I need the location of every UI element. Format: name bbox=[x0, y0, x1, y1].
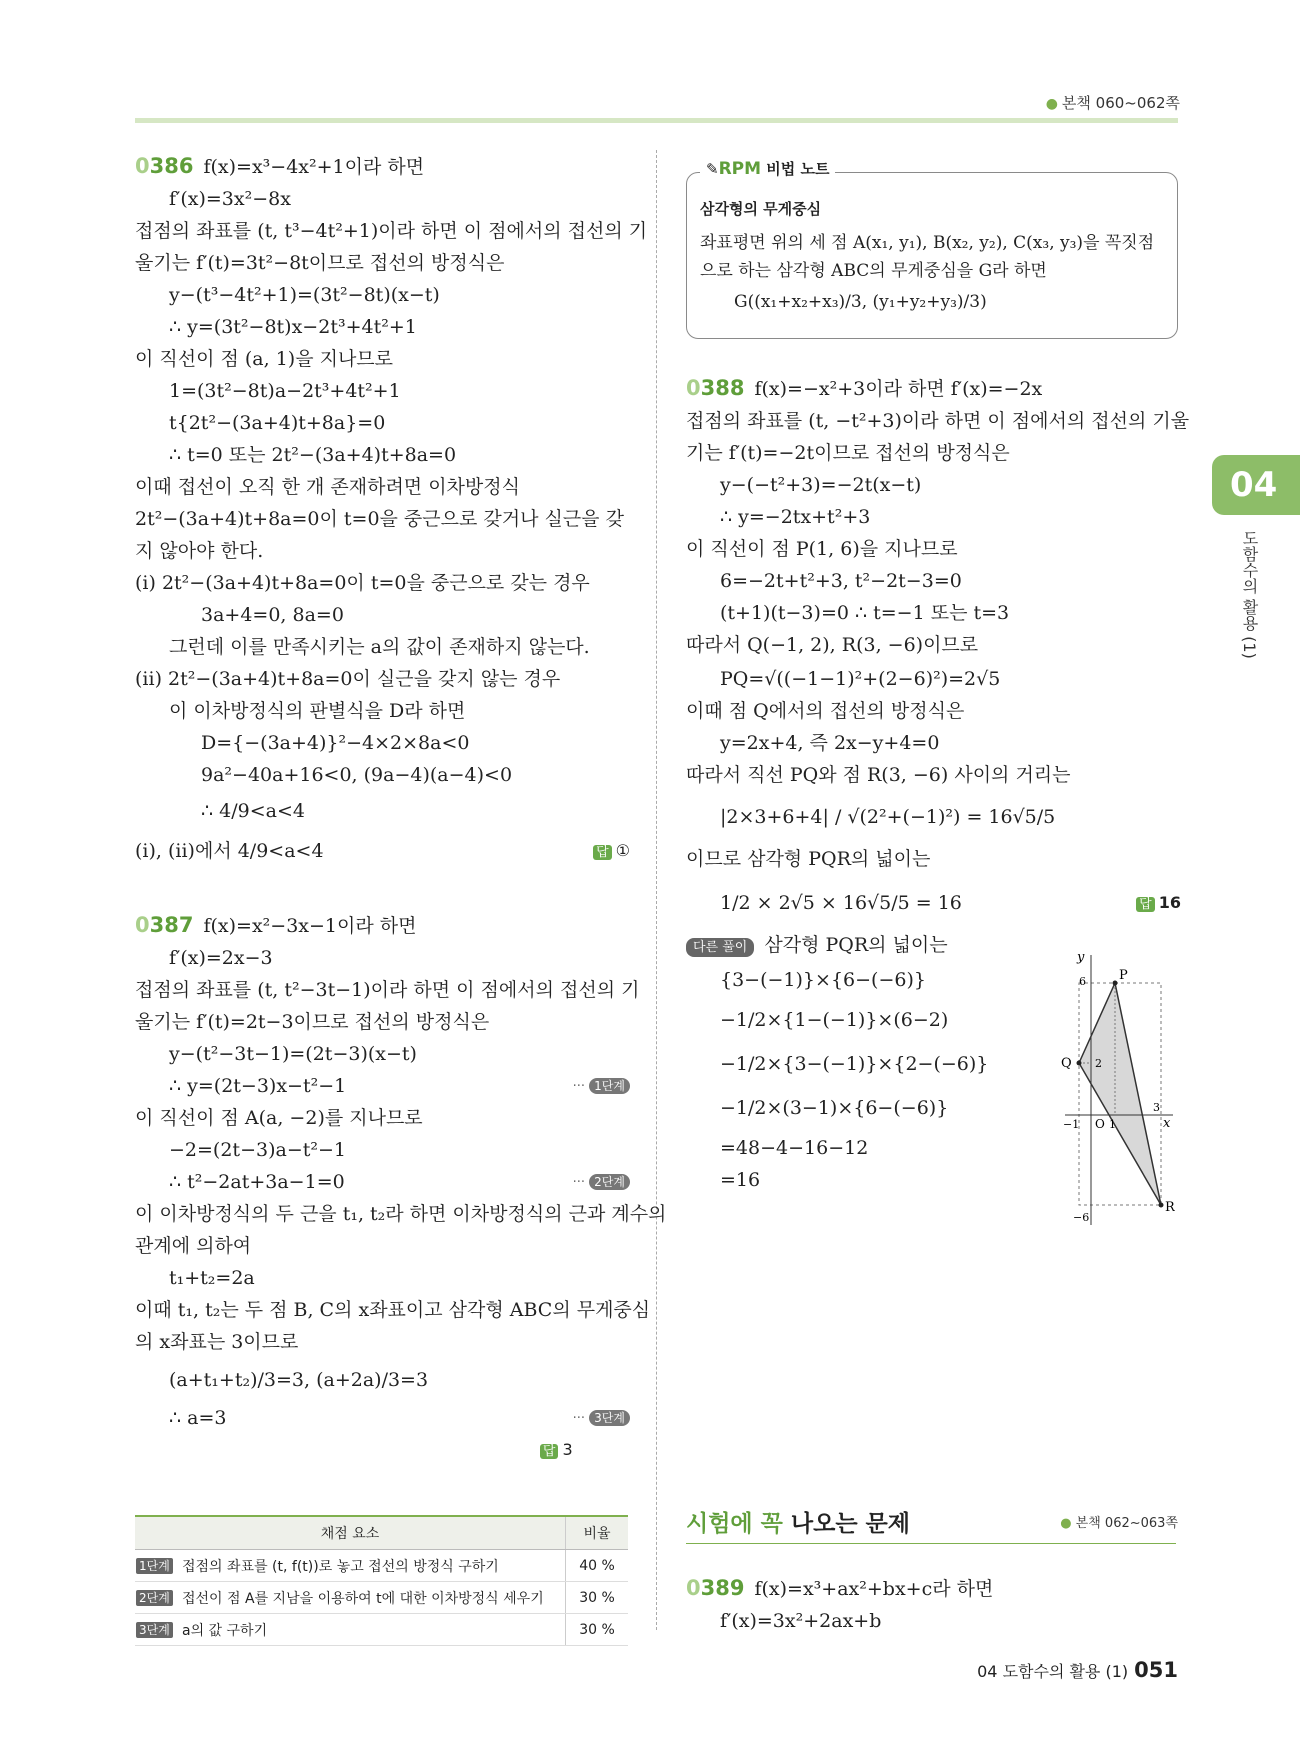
rpm-note-line: 으로 하는 삼각형 ABC의 무게중심을 G라 하면 bbox=[700, 261, 1047, 281]
header-rule bbox=[135, 118, 1178, 123]
problem-number-0388: 0388 bbox=[686, 376, 745, 400]
grading-desc: a의 값 구하기 bbox=[181, 1614, 566, 1646]
problem-0388-line: 0388 f(x)=−x²+3이라 하면 f′(x)=−2x bbox=[686, 376, 1043, 400]
problem-0387-line: 0387 f(x)=x²−3x−1이라 하면 bbox=[135, 913, 417, 937]
alt-solution-line: −1/2×{3−(−1)}×{2−(−6)} bbox=[720, 1053, 989, 1075]
tick-label: 2 bbox=[1095, 1057, 1102, 1070]
solution-line: y=2x+4, 즉 2x−y+4=0 bbox=[720, 732, 940, 754]
exam-section-reference: ● 본책 062~063쪽 bbox=[1060, 1516, 1178, 1531]
origin-label: O bbox=[1095, 1117, 1105, 1131]
alt-solution-line: 다른 풀이 삼각형 PQR의 넓이는 bbox=[686, 929, 1181, 964]
solution-line: 그런데 이를 만족시키는 a의 값이 존재하지 않는다. bbox=[169, 636, 590, 658]
solution-line: (i), (ii)에서 4/9<a<4 답 ① bbox=[135, 835, 630, 867]
solution-line: 이때 t₁, t₂는 두 점 B, C의 x좌표이고 삼각형 ABC의 무게중심 bbox=[135, 1299, 651, 1321]
solution-line: ∴ y=−2tx+t²+3 bbox=[720, 506, 871, 528]
grading-ratio: 30 % bbox=[566, 1614, 629, 1646]
solution-line: 이때 접선이 오직 한 개 존재하려면 이차방정식 bbox=[135, 476, 520, 498]
alt-solution-line: −1/2×(3−1)×{6−(−6)} bbox=[720, 1097, 949, 1119]
solution-line: (a+t₁+t₂)/3=3, (a+2a)/3=3 bbox=[169, 1369, 429, 1391]
chapter-tab: 04 bbox=[1212, 455, 1300, 515]
tick-label: −1 bbox=[1063, 1118, 1080, 1131]
page-footer bbox=[977, 1658, 1178, 1682]
label-r: R bbox=[1165, 1200, 1175, 1215]
grading-ratio: 40 % bbox=[566, 1550, 629, 1582]
solution-line: −2=(2t−3)a−t²−1 bbox=[169, 1139, 346, 1161]
tick-label: 1 bbox=[1109, 1118, 1116, 1131]
solution-line: f′(x)=2x−3 bbox=[169, 947, 273, 969]
x-axis-label: x bbox=[1163, 1116, 1171, 1131]
solution-line: ∴ a=3 ··· 3단계 bbox=[135, 1402, 630, 1434]
triangle-pqr-graph bbox=[1045, 945, 1175, 1235]
y-axis-label: y bbox=[1077, 950, 1085, 965]
solution-line: y−(t³−4t²+1)=(3t²−8t)(x−t) bbox=[169, 284, 440, 306]
solution-line: D={−(3a+4)}²−4×2×8a<0 bbox=[201, 732, 470, 754]
solution-line: ∴ t²−2at+3a−1=0 ··· 2단계 bbox=[135, 1166, 630, 1198]
problem-number-0387: 0387 bbox=[135, 913, 194, 937]
solution-line: 3a+4=0, 8a=0 bbox=[201, 604, 344, 626]
answer-0386: 답 ① bbox=[593, 835, 630, 869]
rpm-note-label: ✎RPM 비법 노트 bbox=[700, 158, 835, 179]
solution-line: 2t²−(3a+4)t+8a=0이 t=0을 중근으로 갖거나 실근을 갖 bbox=[135, 508, 624, 530]
solution-line: 관계에 의하여 bbox=[135, 1235, 252, 1257]
point-r bbox=[1159, 1203, 1164, 1208]
solution-line: 이 이차방정식의 두 근을 t₁, t₂라 하면 이차방정식의 근과 계수의 bbox=[135, 1203, 667, 1225]
alt-solution-line: {3−(−1)}×{6−(−6)} bbox=[720, 969, 926, 991]
solution-line: 6=−2t+t²+3, t²−2t−3=0 bbox=[720, 570, 962, 592]
solution-line: t₁+t₂=2a bbox=[169, 1267, 255, 1289]
exam-section-title: 시험에 꼭 나오는 문제 bbox=[686, 1511, 910, 1537]
problem-number-0389: 0389 bbox=[686, 1576, 745, 1600]
grading-desc: 접선이 점 A를 지남을 이용하여 t에 대한 이차방정식 세우기 bbox=[181, 1582, 566, 1614]
grading-header-row bbox=[135, 1516, 628, 1550]
solution-line: 따라서 직선 PQ와 점 R(3, −6) 사이의 거리는 bbox=[686, 764, 1071, 786]
solution-line: 이 직선이 점 P(1, 6)을 지나므로 bbox=[686, 538, 958, 560]
label-q: Q bbox=[1061, 1056, 1072, 1071]
solution-line: (t+1)(t−3)=0 ∴ t=−1 또는 t=3 bbox=[720, 602, 1010, 624]
label-p: P bbox=[1119, 968, 1128, 983]
note-pencil-icon: ✎ bbox=[706, 160, 719, 178]
grading-ratio: 30 % bbox=[566, 1582, 629, 1614]
solution-line: 1=(3t²−8t)a−2t³+4t²+1 bbox=[169, 380, 401, 402]
step-2-marker: ··· 2단계 bbox=[573, 1166, 630, 1199]
problem-0386-line: 0386 f(x)=x³−4x²+1이라 하면 bbox=[135, 154, 425, 178]
alt-solution-line: −1/2×{1−(−1)}×(6−2) bbox=[720, 1009, 949, 1031]
grading-desc: 접점의 좌표를 (t, f(t))로 놓고 접선의 방정식 구하기 bbox=[181, 1550, 566, 1582]
rpm-note-title: 삼각형의 무게중심 bbox=[700, 200, 822, 218]
solution-line: ∴ t=0 또는 2t²−(3a+4)t+8a=0 bbox=[169, 444, 457, 466]
column-divider bbox=[656, 150, 657, 1630]
table-row bbox=[135, 1550, 628, 1582]
table-row bbox=[135, 1614, 628, 1646]
solution-line: ∴ 4/9<a<4 bbox=[201, 800, 305, 822]
solution-line: f′(x)=3x²−8x bbox=[169, 188, 291, 210]
grading-header-ratio: 비율 bbox=[566, 1516, 629, 1550]
answer-0387: 답 3 bbox=[540, 1434, 573, 1468]
solution-line: 울기는 f′(t)=3t²−8t이므로 접선의 방정식은 bbox=[135, 252, 505, 274]
solution-line: 이때 점 Q에서의 접선의 방정식은 bbox=[686, 700, 965, 722]
step-label: 1단계 bbox=[136, 1558, 173, 1574]
solution-line: 접점의 좌표를 (t, −t²+3)이라 하면 이 점에서의 접선의 기울 bbox=[686, 410, 1190, 432]
footer-chapter-title: 04 도함수의 활용 (1) bbox=[977, 1662, 1129, 1681]
point-q bbox=[1077, 1061, 1082, 1066]
solution-line: PQ=√((−1−1)²+(2−6)²)=2√5 bbox=[720, 668, 1001, 690]
solution-line: |2×3+6+4| / √(2²+(−1)²) = 16√5/5 bbox=[720, 806, 1056, 828]
answer-0388: 답 16 bbox=[1136, 887, 1181, 921]
problem-0389-line: 0389 f(x)=x³+ax²+bx+c라 하면 bbox=[686, 1576, 994, 1600]
table-row bbox=[135, 1582, 628, 1614]
solution-line: 접점의 좌표를 (t, t²−3t−1)이라 하면 이 점에서의 접선의 기 bbox=[135, 979, 640, 1001]
solution-line: ∴ y=(2t−3)x−t²−1 ··· 1단계 bbox=[135, 1070, 630, 1102]
tick-label: −6 bbox=[1073, 1211, 1090, 1224]
tick-label: 3 bbox=[1153, 1101, 1160, 1114]
rpm-note-formula: G((x₁+x₂+x₃)/3, (y₁+y₂+y₃)/3) bbox=[734, 292, 987, 312]
solution-line: 지 않아야 한다. bbox=[135, 540, 264, 562]
solution-line: ∴ y=(3t²−8t)x−2t³+4t²+1 bbox=[169, 316, 417, 338]
exam-section-rule bbox=[686, 1543, 1176, 1544]
alt-solution-line: =48−4−16−12 bbox=[720, 1137, 869, 1159]
rpm-note-line: 좌표평면 위의 세 점 A(x₁, y₁), B(x₂, y₂), C(x₃, y₃)을 꼭짓점 bbox=[700, 233, 1155, 253]
header-page-reference: ● 본책 060~062쪽 bbox=[1045, 94, 1180, 112]
solution-line: 이므로 삼각형 PQR의 넓이는 bbox=[686, 848, 931, 870]
solution-line: 울기는 f′(t)=2t−3이므로 접선의 방정식은 bbox=[135, 1011, 490, 1033]
page-number: 051 bbox=[1134, 1658, 1178, 1682]
solution-line: f′(x)=3x²+2ax+b bbox=[720, 1610, 882, 1632]
solution-line: 9a²−40a+16<0, (9a−4)(a−4)<0 bbox=[201, 764, 513, 786]
step-label: 3단계 bbox=[136, 1622, 173, 1638]
problem-0389 bbox=[686, 1572, 1181, 1637]
chapter-title-vertical: 도함수의 활용 (1) bbox=[1240, 530, 1259, 659]
solution-line: 이 직선이 점 A(a, −2)를 지나므로 bbox=[135, 1107, 423, 1129]
solution-line: t{2t²−(3a+4)t+8a}=0 bbox=[169, 412, 386, 434]
solution-line: (i) 2t²−(3a+4)t+8a=0이 t=0을 중근으로 갖는 경우 bbox=[135, 572, 590, 594]
solution-line: 이 직선이 점 (a, 1)을 지나므로 bbox=[135, 348, 394, 370]
step-label: 2단계 bbox=[136, 1590, 173, 1606]
solution-line: 접점의 좌표를 (t, t³−4t²+1)이라 하면 이 점에서의 접선의 기 bbox=[135, 220, 648, 242]
problem-number-0386: 0386 bbox=[135, 154, 194, 178]
alt-solution-line: =16 bbox=[720, 1169, 761, 1191]
solution-line: y−(t²−3t−1)=(2t−3)(x−t) bbox=[169, 1043, 417, 1065]
step-1-marker: ··· 1단계 bbox=[573, 1070, 630, 1103]
grading-header-criteria: 채점 요소 bbox=[135, 1516, 566, 1550]
grading-table bbox=[135, 1515, 628, 1646]
alt-solution-tag: 다른 풀이 bbox=[686, 938, 754, 957]
solution-line: 1/2 × 2√5 × 16√5/5 = 16 답 16 bbox=[686, 887, 1181, 919]
solution-line: 기는 f′(t)=−2t이므로 접선의 방정식은 bbox=[686, 442, 1010, 464]
step-3-marker: ··· 3단계 bbox=[573, 1402, 630, 1435]
point-p bbox=[1113, 981, 1118, 986]
solution-line: (ii) 2t²−(3a+4)t+8a=0이 실근을 갖지 않는 경우 bbox=[135, 668, 561, 690]
solution-line: 따라서 Q(−1, 2), R(3, −6)이므로 bbox=[686, 634, 979, 656]
tick-label: 6 bbox=[1079, 975, 1086, 988]
solution-line: y−(−t²+3)=−2t(x−t) bbox=[720, 474, 922, 496]
left-column bbox=[135, 150, 667, 1468]
solution-line: 의 x좌표는 3이므로 bbox=[135, 1331, 299, 1353]
solution-line: 이 이차방정식의 판별식을 D라 하면 bbox=[169, 700, 466, 722]
